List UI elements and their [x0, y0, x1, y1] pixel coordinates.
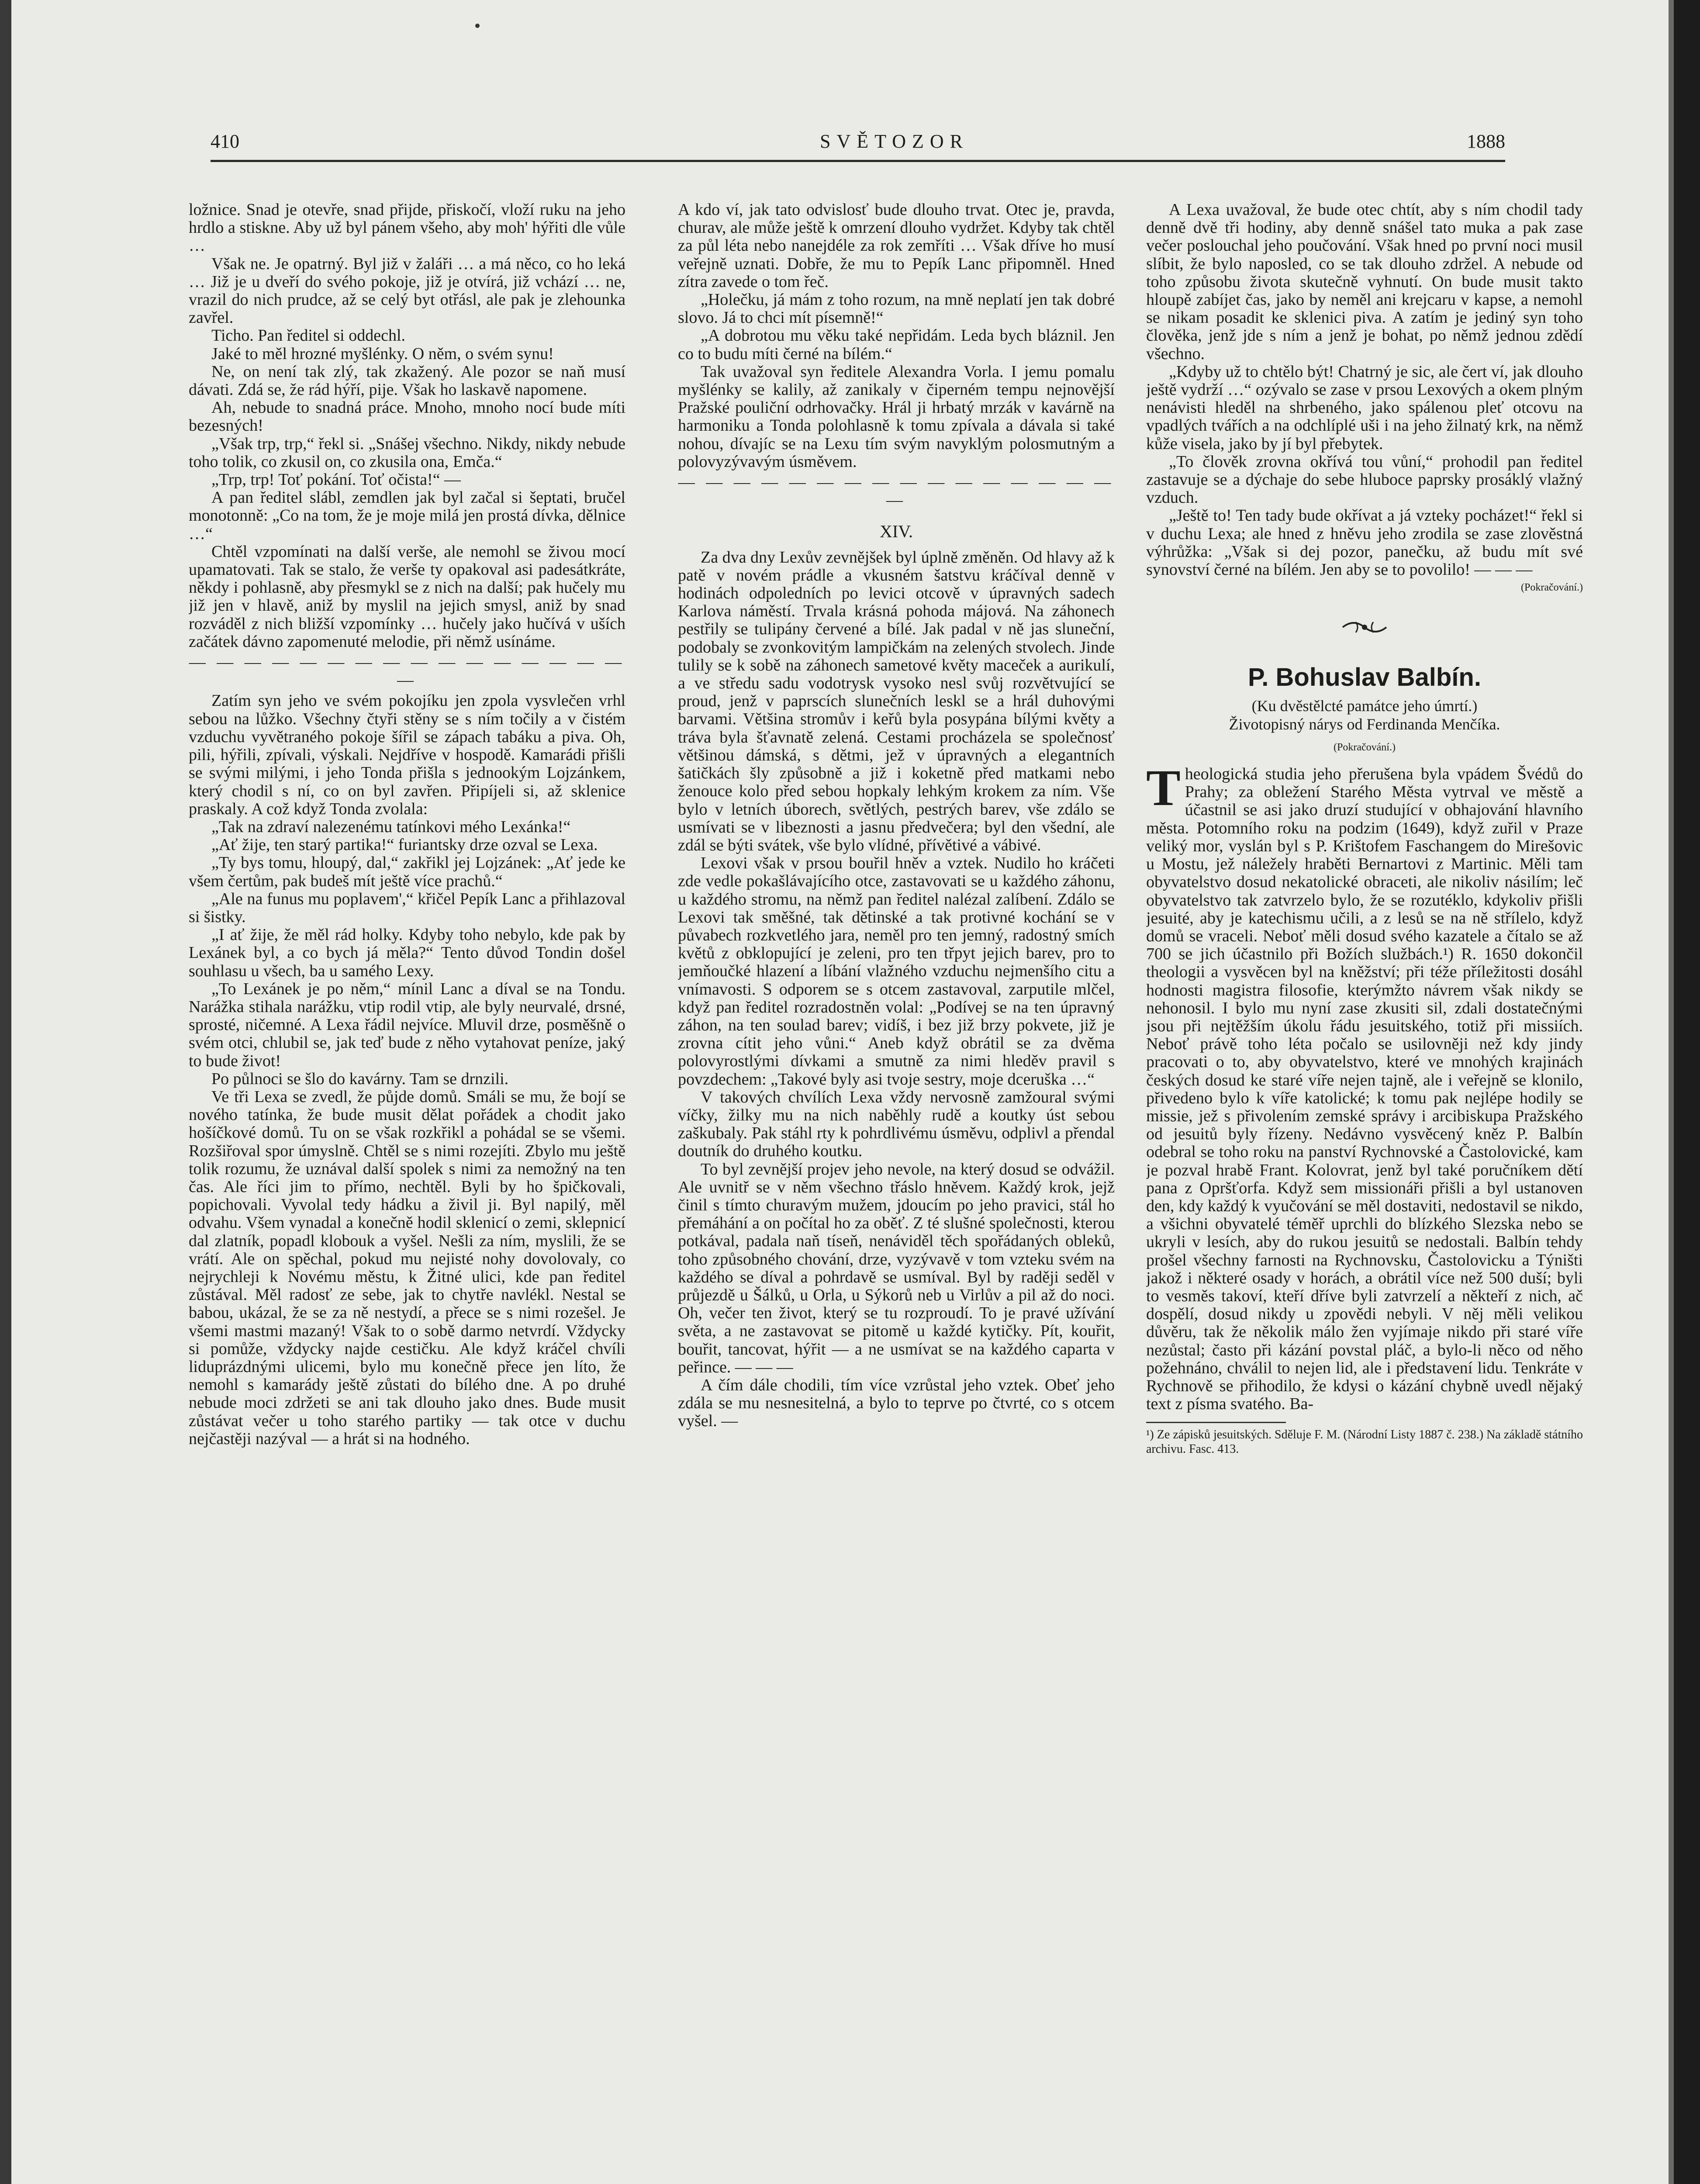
- scan-speck: [475, 24, 480, 28]
- paragraph: „Ty bys tomu, hloupý, dal,“ zakřikl jej Lojzánek: „Ať jede ke všem čertům, pak budeš mít ještě více prachů.“: [189, 854, 625, 890]
- article-text: heologická studia jeho přerušena byla vpádem Švédů do Prahy; za obležení Starého Města vytrval ve městě a účastnil se asi jako druzí studující v obhajování hlavního města. Potomního roku na podzim (1649), když zuřil v Praze veliký mor, vyslán byl s P. Krištofem Faschangem do Mirešovic u Mostu, jež náležely hraběti Bernartovi z Martinic. Měli tam obyvatelstvo dosud nekatolické obraceti, ale nikoliv násilím; leč obyvatelstvo tak zatvrzelo bylo, že se rozutéklo, kdykoliv přišli jesuité, aby je katechismu učili, a z lesů se na ně střílelo, když domů se vraceli. Neboť měli dosud svého kazatele a čítalo se až 700 se jich účastnilo při Božích službách.¹) R. 1650 dokončil theologii a vysvěcen byl na kněžství; při téže příležitosti dosáhl hodnosti magistra filosofie, kterýmžto návrem však nikdy se nehonosil. I bylo mu nyní zase zkusiti sil, zdali dostatečnými jsou při nejtěžším úkolu řádu jesuitského, totiž při missiích. Neboť právě toho léta počalo se usilovněji než kdy jindy pracovati o to, aby obyvatelstvo, které ve mnohých krajinách českých dosud ke staré víře nejen tajně, ale i veřejně se klonilo, přivedeno bylo k víře katolické; k tomu pak nejlépe hodily se missie, jež s přivolením zemské správy i arcibiskupa Pražského od jesuitů byly řízeny. Nedávno vysvěcený kněz P. Balbín odebral se toho roku na panství Rychnovské a Častolovické, kam je pozval hrabě Frant. Kolovrat, jenž byl také poručníkem dětí pana z Opršťorfa. Když sem missionáři přišli a byl ustanoven den, kdy každý k vyučování se měl dostaviti, nedostavil se nikdo, a všichni obyvatelé téměř uprchli do blízkého Slezska nebo se ukryli v lesích, aby do rukou jesuitů se nedostali. Balbín tehdy prošel všechny farnosti na Rychnovsku, Častolovicku a Týništi jakož i některé osady v horách, a obrátil více než 500 duší; byli to vesměs takoví, kteří dříve byli zatvrzelí a někteří z nich, ač dospělí, dosud nikdy u zpovědi nebyli. V něj měli velikou důvěru, tak že několik málo žen vyjímaje nikdo při staré víře nezůstal; často při kázání povstal pláč, a bylo-li něco od něho požehnáno, chválil to nejen lid, ale i představení lidu. Tenkráte v Rychnově se přihodilo, že kdysi o kázání chybně uvedl nějaký text z písma svatého. Ba-: [1146, 765, 1583, 1413]
- page-number: 410: [211, 131, 239, 152]
- paragraph: „Kdyby už to chtělo být! Chatrný je sic, ale čert ví, jak dlouho ještě vydrží …“ ozývalo se zase v prsou Lexových a okem plným nenávisti hleděl na shrbeného, jako spálenou pleť otcovu na vpadlých tvářích a na odchlíplé uši i na jeho žilnatý krk, na němž kůže visela, jako by jí byl přebytek.: [1146, 362, 1583, 453]
- paragraph: A čím dále chodili, tím více vzrůstal jeho vztek. Obeť jeho zdála se mu nesnesitelná, a bylo to teprve po čtvrté, co s otcem vyšel. —: [678, 1376, 1115, 1431]
- paragraph: „Holečku, já mám z toho rozum, na mně neplatí jen tak dobré slovo. Já to chci mít písemně!“: [678, 290, 1115, 327]
- paragraph: V takových chvílích Lexa vždy nervosně zamžoural svými víčky, žilky mu na nich naběhly rudě a koutky úst sebou zaškubaly. Pak stáhl rty k pohrdlivému úsměvu, odplivl a přendal doutník do druhého koutku.: [678, 1088, 1115, 1161]
- paragraph: A kdo ví, jak tato odvislosť bude dlouho trvat. Otec je, pravda, churav, ale může ještě k omrzení dlouho vydržet. Kdyby tak chtěl za půl léta nebo nanejdéle za rok zemříti … Však dříve ho musí veřejně uznati. Dobře, že mu to Pepík Lanc připomněl. Hned zítra zavede o tom řeč.: [678, 201, 1115, 291]
- paragraph: Zatím syn jeho ve svém pokojíku jen zpola vysvlečen vrhl sebou na lůžko. Všechny čtyři stěny se s ním točily a v čistém vzduchu vyvětraného pokoje šířil se zápach tabáku a piva. Oh, pili, hýřili, zpívali, výskali. Nejdříve v hospodě. Kamarádi přišli se svými milými, i jeho Tonda přišla s jednookým Lojzánkem, který chodil s ní, co on byl zavřen. Připíjeli si, až sklenice praskaly. A což když Tonda zvolala:: [189, 691, 625, 818]
- scan-edge-right: [1674, 0, 1700, 2184]
- paragraph: Ticho. Pan ředitel si oddechl.: [211, 326, 405, 345]
- paragraph: Však ne. Je opatrný. Byl již v žaláři … a má něco, co ho leká … Již je u dveří do svého pokoje, již je otvírá, již vchází … ne, vrazil do nich prudce, až se celý byt otřásl, ale pak je zlehounka zavřel.: [189, 254, 625, 327]
- drop-cap: T: [1146, 759, 1181, 817]
- paragraph: Ne, on není tak zlý, tak zkažený. Ale pozor se naň musí dávati. Zdá se, že rád hýří, pije. Však ho laskavě napomene.: [189, 362, 625, 399]
- article-author: Životopisný nárys od Ferdinanda Menčíka.: [1229, 715, 1500, 733]
- footnote-rule: [1146, 1422, 1286, 1423]
- chapter-heading: XIV.: [880, 522, 913, 542]
- section-break: — — — — — — — — — — — — — — — — —: [189, 653, 625, 690]
- paragraph: „Trp, trp! Toť pokání. Toť očista!“ —: [211, 470, 461, 489]
- header-rule: [211, 160, 1505, 162]
- paragraph: „Však trp, trp,“ řekl si. „Snášej všechno. Nikdy, nikdy nebude toho tolik, co zkusil on, co zkusila ona, Emča.“: [189, 434, 625, 471]
- paragraph: Tak uvažoval syn ředitele Alexandra Vorla. I jemu pomalu myšlénky se kalily, až zanikaly v čiperném tempu nejnovější Pražské pouliční odrhovačky. Hrál ji hrbatý mrzák v kavárně na harmoniku a Tonda polohlasně k tomu zpívala a dávala si také nohou, dívajíc se na Lexu tím svým navyklým polosmutným a polovyzývavým úsměvem.: [678, 362, 1115, 471]
- paragraph: Jaké to měl hrozné myšlénky. O něm, o svém synu!: [211, 344, 554, 363]
- article-title: P. Bohuslav Balbín.: [1248, 663, 1481, 692]
- paragraph: A Lexa uvažoval, že bude otec chtít, aby s ním chodil tady denně dvě tři hodiny, aby denně snášel tato muka a pak zase večer poslouchal jeho poučování. Však hned po první noci musil slíbit, že bylo naposled, co se tak dlouho zdržel. A nebude od toho způsobu života skutečně vyhnutí. On bude musit takto hloupě zabíjet čas, jako by neměl ani krejcaru v kapse, a nemohl se nikam posadit ke sklenici piva. A zatím je jediný syn toho člověka, jenž jde s ním a jenž je bohat, po němž jednou zdědí všechno.: [1146, 201, 1583, 363]
- paragraph: „A dobrotou mu věku také nepřidám. Leda bych bláznil. Jen co to budu míti černé na bílém.“: [678, 326, 1115, 363]
- scan-edge-left: [0, 0, 11, 2184]
- scan-edge-right-shadow: [1669, 0, 1674, 2184]
- paragraph: ložnice. Snad je otevře, snad přijde, přiskočí, vloží ruku na jeho hrdlo a stiskne. Aby už byl pánem všeho, aby moh' hýřiti dle vůle …: [189, 201, 625, 255]
- paragraph: Chtěl vzpomínati na další verše, ale nemohl se živou mocí upamatovati. Tak se stalo, že verše ty opakoval asi padesátkráte, někdy i pohlasně, aby přesmykl se z nich na další; pak hučely mu již jen v hlavě, aniž by myslil na jejich smysl, aniž by snad rozváděl z nich bližší vzpomínky … hučely jako hučívá v uších začátek dávno zapomenuté melodie, při němž usínáme.: [189, 542, 625, 651]
- paragraph: A pan ředitel slábl, zemdlen jak byl začal si šeptati, bručel monotonně: „Co na tom, že je moje milá jen prostá dívka, dělnice …“: [189, 488, 625, 543]
- paragraph: Za dva dny Lexův zevnějšek byl úplně změněn. Od hlavy až k patě v novém prádle a vkusném šatstvu kráčíval denně v hodinách odpoledních po levici otcově v úpravných sadech Karlova náměstí. Trvala krásná pohoda májová. Na záhonech pestřily se tulipány červené a bílé. Jak padal v ně jas sluneční, podobaly se zvonkovitým lampičkám na zelených stvolech. Jinde tulily se k sobě na záhonech sametové květy maceček a aurikulí, a ve středu sadu vodotrysk vysoko nesl svůj rozvětvující se proud, jenž v paprscích slunečních leskl se a hrál duhovými barvami. Většina stromův i keřů byla posypána bílými květy a tráva byla šťavnatě zelená. Cestami procházela se společnosť většinou dámská, s dětmi, jež v úpravných a elegantních šatičkách šly způsobně a již i koketně před matkami nebo ženouce kolo před sebou hopkaly lehkým krokem za ním. Vše bylo v letních úborech, světlých, pestrých barev, vše zdálo se usmívati se v libeznosti a jasnu předvečera; byl den všední, ale zdál se býti svátek, vše bylo vlídné, přívětivé a vábivé.: [678, 548, 1115, 854]
- paragraph: „To Lexánek je po něm,“ mínil Lanc a díval se na Tondu. Narážka stihala narážku, vtip rodil vtip, ale byly neurvalé, drsné, sprosté, ničemné. A Lexa řádil nejvíce. Mluvil drze, posměšně o svém otci, chlubil se, jak teď bude z něho vytahovat peníze, jaký to bude život!: [189, 979, 625, 1070]
- paragraph: „I ať žije, že měl rád holky. Kdyby toho nebylo, kde pak by Lexánek byl, a co bych já měla?“ Tento důvod Tondin došel souhlasu u všech, ba u samého Lexy.: [189, 926, 625, 980]
- column-left: [189, 201, 625, 2105]
- paragraph: To byl zevnější projev jeho nevole, na který dosud se odvážil. Ale uvnitř se v něm všechno třáslo hněvem. Každý krok, jejž činil s tímto churavým mužem, jdoucím po jeho pravici, stál ho přemáhání a on počítal ho za oběť. Z té slušné společnosti, kterou potkával, padala naň tíseň, nenáviděl těch spořádaných obleků, toho způsobného chování, drze, vyzývavě v tom vzteku svém na každého se díval a pohrdavě se usmíval. Byl by raději seděl v průjezdě u Šálků, u Orla, u Sýkorů neb u Virlův a pil až do noci. Oh, večer ten život, který se tu rozproudí. To je pravé užívání světa, a ne zastavovat se pitomě u každé kytičky. Pít, kouřit, bouřit, tancovat, hýřit — a ne usmívat se na každého caparta v peřince. — — —: [678, 1160, 1115, 1376]
- column-right: [1146, 201, 1583, 2105]
- column-middle: [678, 201, 1115, 2105]
- paragraph: „Ještě to! Ten tady bude okřívat a já vzteky pocházet!“ řekl si v duchu Lexa; ale hned z hněvu jeho zrodila se zase zlověstná výhrůžka: „Však si dej pozor, panečku, až budu mít své synovství černé na bílém. Jen aby se to povolilo! — — —: [1146, 506, 1583, 579]
- paragraph: „Ať žije, ten starý partika!“ furiantsky drze ozval se Lexa.: [211, 836, 598, 854]
- article-continued: (Pokračování.): [1334, 741, 1396, 753]
- paragraph: „Tak na zdraví nalezenému tatínkovi mého Lexánka!“: [211, 817, 571, 836]
- paragraph: Lexovi však v prsou bouřil hněv a vztek. Nudilo ho kráčeti zde vedle pokašlávajícího otce, zastavovati se u každého záhonu, u každého stromu, na němž pan ředitel nalézal zalíbení. Zdálo se Lexovi tak směšné, tak dětinské a tak protivné kochání se v půvabech rozkvetlého jara, neměl pro ten jemný, radostný smích květů z obklopující je zeleni, pro ten třpyt jejich barev, pro to jemňoučké hlazení a líbání vlažného vzduchu nejmenšího citu a vnímavosti. S odporem se s otcem zastavoval, zarputile mlčel, když pan ředitel rozradostněn volal: „Podívej se na ten úpravný záhon, na ten soulad barev; vidíš, i bez již brzy pokvete, již je zrovna cítit jeho vůni.“ Aneb když obrátil se za dvěma polovyrostlými dívkami a smutně za nimi hleděv pravil s povzdechem: „Takové byly asi tvoje sestry, moje dceruška …“: [678, 854, 1115, 1089]
- article-subtitle: (Ku dvěstělcté památce jeho úmrtí.): [1251, 697, 1478, 715]
- paragraph: „To člověk zrovna okřívá tou vůní,“ prohodil pan ředitel zastavuje se a dýchaje do sebe hluboce paprsky prosáklý vlažný vzduch.: [1146, 452, 1583, 507]
- section-break: — — — — — — — — — — — — — — — — —: [678, 473, 1115, 510]
- paragraph: Po půlnoci se šlo do kavárny. Tam se drnzili.: [211, 1069, 509, 1088]
- ornament-icon: [1338, 614, 1391, 640]
- paragraph: Ah, nebude to snadná práce. Mnoho, mnoho nocí bude míti bezesných!: [189, 398, 625, 435]
- paragraph: „Ale na funus mu poplavem',“ křičel Pepík Lanc a přihlazoval si šistky.: [189, 889, 625, 926]
- paragraph: Ve tři Lexa se zvedl, že půjde domů. Smáli se mu, že bojí se nového tatínka, že bude musit dělat pořádek a chodit jako hošíčkové domů. Tu on se však rozkřikl a pohádal se se všemi. Rozšiřoval spor úmyslně. Chtěl se s nimi rozejíti. Zbylo mu ještě tolik rozumu, že uznával další spolek s nimi za nemožný na ten čas. Ale říci jim to přímo, nechtěl. Byli by ho špičkovali, popichovali. Vyvolal tedy hádku a živil ji. Byl napilý, měl odvahu. Všem vynadal a konečně hodil sklenicí o zemi, sklepnicí dal zlatník, popadl klobouk a vyšel. Nešli za ním, myslili, že se vrátí. Ale on spěchal, pokud mu nejisté nohy dovolovaly, co nejrychleji k Novému městu, k Žitné ulici, kde pan ředitel zůstával. Měl radosť ze sebe, jak to chytře navlékl. Nestal se babou, ukázal, že se za ně nestydí, a přece se s nimi rozešel. Je všemi mastmi mazaný! Však to o sobě darmo netvrdí. Vždycky si pomůže, vždycky najde cestičku. Ale když kráčel chvíli liduprázdnými ulicemi, bylo mu konečně přece jen líto, že nemohl s kamarády ještě zůstati do bílého dne. A po druhé nebude moci zdržeti se ani tak dlouho jako dnes. Bude musit zůstávat večer u toho starého partiky — tak otce v duchu nejčastěji nazýval — a hrát si na hodného.: [189, 1087, 625, 1448]
- article-body: [1146, 759, 1583, 1413]
- journal-title: SVĚTOZOR: [820, 131, 969, 152]
- page-year: 1888: [1467, 131, 1505, 152]
- page-header: [211, 128, 1505, 156]
- footnote: ¹) Ze zápisků jesuitských. Sděluje F. M. (Národní Listy 1887 č. 238.) Na základě státního archivu. Fasc. 413.: [1146, 1428, 1583, 1456]
- continued-note: (Pokračování.): [1521, 582, 1583, 594]
